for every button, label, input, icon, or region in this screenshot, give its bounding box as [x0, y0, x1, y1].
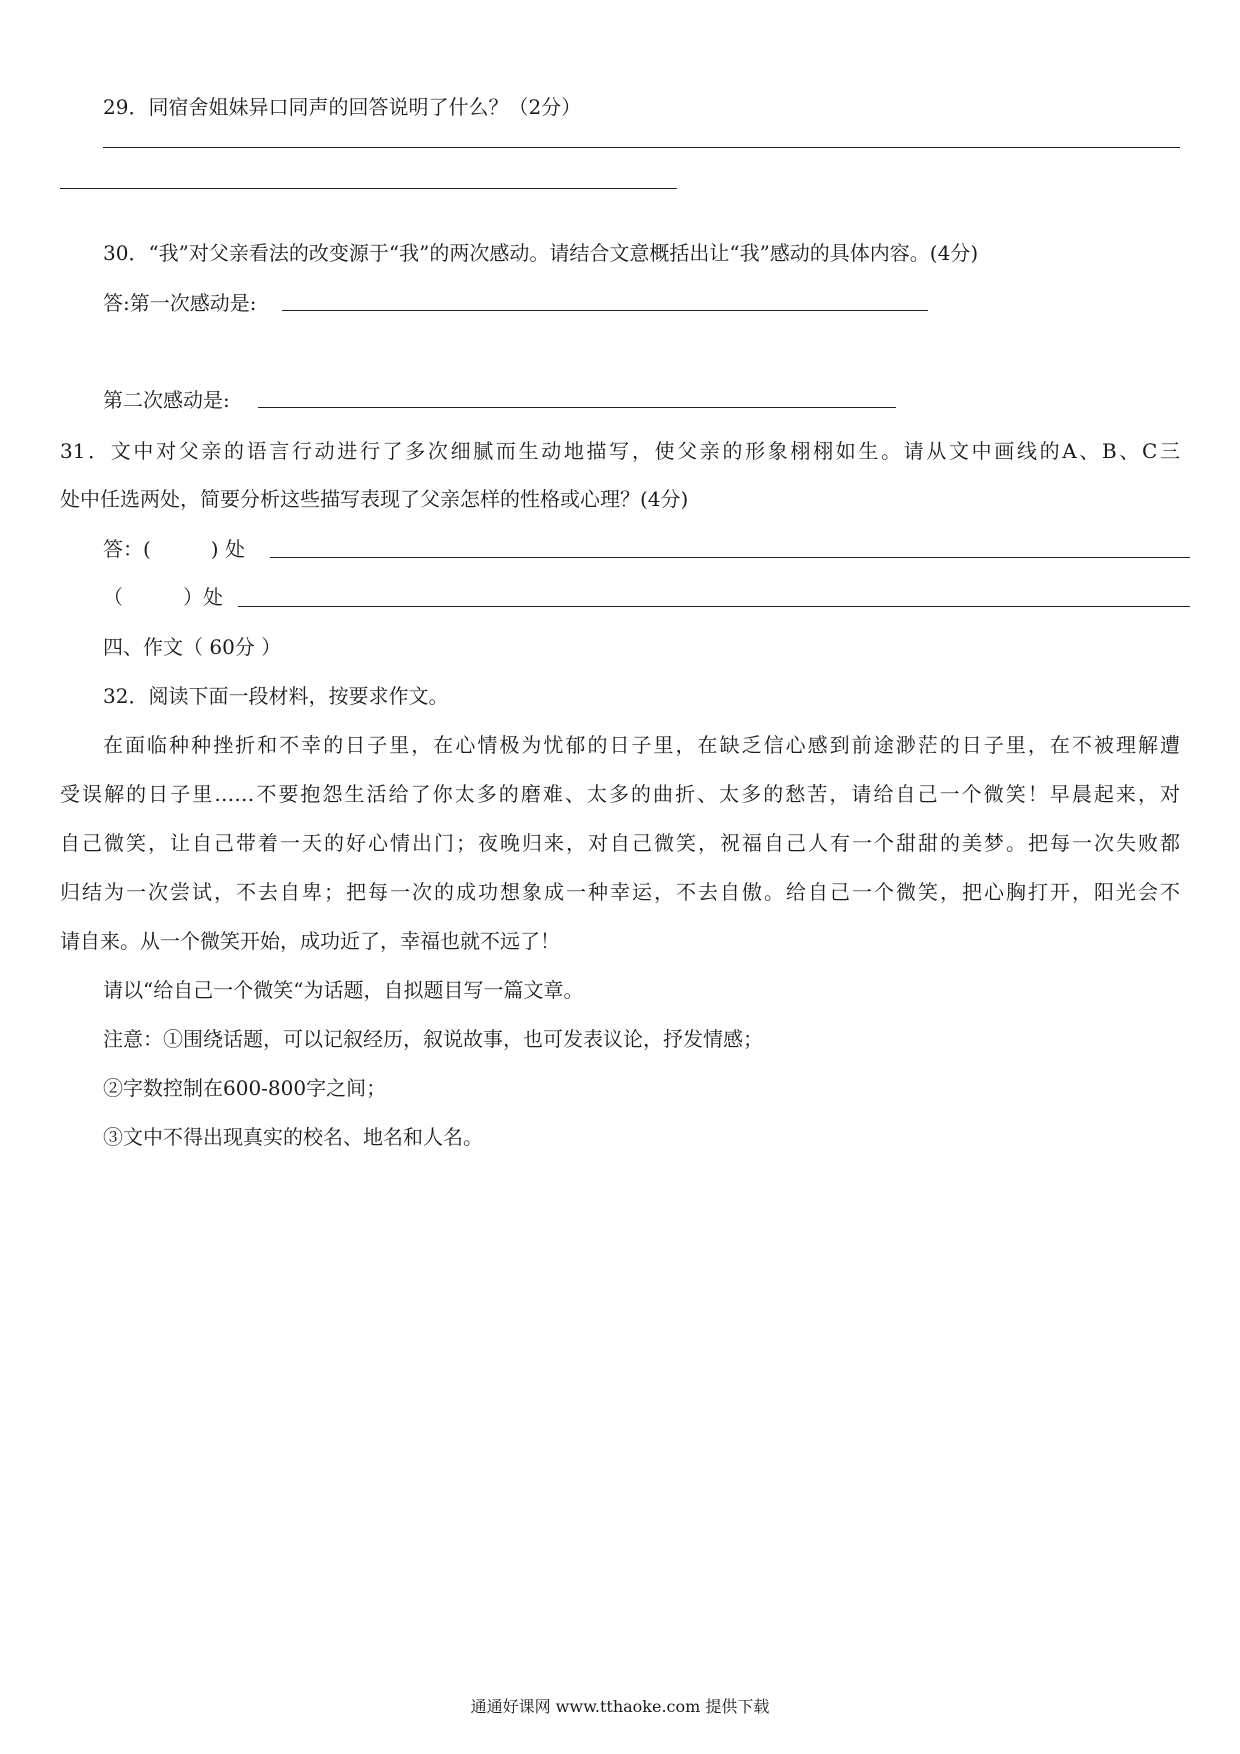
q32-material-line-5: 请自来。从一个微笑开始，成功近了，幸福也就不远了！ — [60, 929, 560, 953]
q32-material-line-3: 自己微笑，让自己带着一天的好心情出门；夜晚归来，对自己微笑，祝福自己人有一个甜甜的美梦。把每一次失败都 — [60, 831, 1180, 855]
section4-title: 四、作文（ 60分 ） — [103, 635, 282, 659]
q31-line-2: 处中任选两处，简要分析这些描写表现了父亲怎样的性格或心理？(4分) — [60, 487, 689, 511]
q32-note-3: ③文中不得出现真实的校名、地名和人名。 — [103, 1125, 483, 1149]
q32-material-line-4: 归结为一次尝试，不去自卑；把每一次的成功想象成一种幸运，不去自傲。给自己一个微笑，把心胸打开，阳光会不 — [60, 880, 1180, 904]
q30-text: 30．“我”对父亲看法的改变源于“我”的两次感动。请结合文意概括出让“我”感动的具体内容。(4分) — [103, 241, 979, 265]
q29-answer-line-1 — [103, 147, 1180, 148]
q29-answer-line-2 — [60, 188, 677, 189]
q32-task: 请以“给自己一个微笑“为话题，自拟题目写一篇文章。 — [103, 978, 584, 1002]
q32-material-line-2: 受误解的日子里……不要抱怨生活给了你太多的磨难、太多的曲折、太多的愁苦，请给自己一个微笑！早晨起来，对 — [60, 782, 1180, 806]
page-footer: 通通好课网 www.tthaoke.com 提供下载 — [470, 1697, 770, 1716]
q31-line-1: 31．文中对父亲的语言行动进行了多次细腻而生动地描写，使父亲的形象栩栩如生。请从文中画线的A、B、C三 — [60, 439, 1180, 463]
q30-answer1-label: 答:第一次感动是: — [103, 291, 257, 315]
q32-note-2: ②字数控制在600-800字之间； — [103, 1076, 387, 1100]
q32-intro: 32．阅读下面一段材料，按要求作文。 — [103, 684, 449, 708]
q31-answer2-label: （ ）处 — [103, 585, 223, 609]
q30-answer1-line — [282, 310, 928, 311]
q30-answer2-label: 第二次感动是: — [103, 388, 230, 412]
q31-answer1-label: 答：( ) 处 — [103, 537, 245, 561]
q32-note-1: 注意：①围绕话题，可以记叙经历，叙说故事，也可发表议论，抒发情感； — [103, 1027, 763, 1051]
q30-answer2-line — [258, 407, 896, 408]
q31-answer2-line — [238, 606, 1190, 607]
q32-material-line-1: 在面临种种挫折和不幸的日子里，在心情极为忧郁的日子里，在缺乏信心感到前途渺茫的日子里，在不被理解遭 — [103, 733, 1180, 757]
q29-text: 29．同宿舍姐妹异口同声的回答说明了什么？（2分） — [103, 95, 582, 119]
q31-answer1-line — [270, 557, 1190, 558]
